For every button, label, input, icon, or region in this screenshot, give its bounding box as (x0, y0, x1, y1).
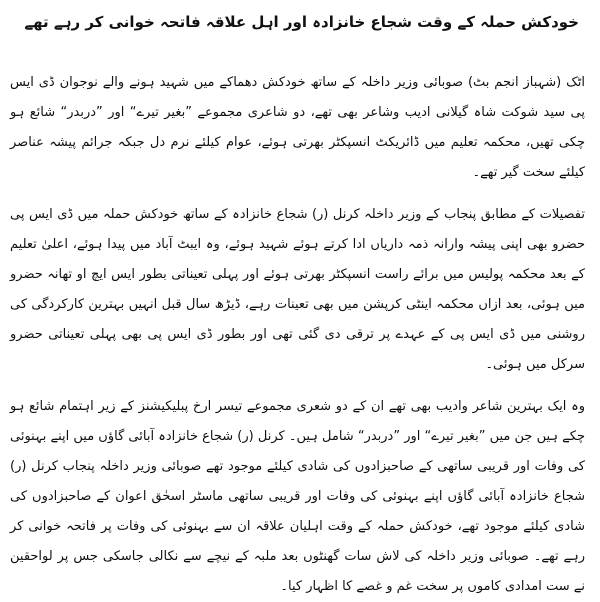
article-paragraph: تفصیلات کے مطابق پنجاب کے وزیر داخلہ کرنل (ر) شجاع خانزادہ کے ساتھ خودکش حملہ میں ڈی ایس پی حضرو بھی اپنی پیشہ وارانہ ذمہ داریاں ادا کرتے ہوئے شہید ہوئے، وہ ایبٹ آباد میں پیدا ہوئے، اعلیٰ تعلیم کے بعد محکمہ پولیس میں برائے راست انسپکٹر بھرتی ہوئے اور پہلی تعیناتی بطور ایس ایچ او تھانہ حضرو میں ہوئی، بعد ازاں محکمہ اینٹی کرپشن میں بھی تعینات رہے، ڈیڑھ سال قبل انہیں بہترین کارکردگی کی روشنی میں ڈی ایس پی کے عہدے پر ترقی دی گئی تھی اور بطور ڈی ایس پی بھی پہلی تعیناتی حضرو سرکل میں ہوئی۔ (10, 207, 585, 372)
article-paragraph: اٹک (شہباز انجم بٹ) صوبائی وزیر داخلہ کے ساتھ خودکش دھماکے میں شہید ہونے والے نوجوان ڈی ایس پی سید شوکت شاہ گیلانی ادیب وشاعر بھی تھے، دو شاعری مجموعے ”بغیر تیرے“ اور ”دربدر“ شائع ہو چکی تھیں، محکمہ تعلیم میں ڈائریکٹ انسپکٹر بھرتی ہوئے، عوام کیلئے نرم دل جبکہ جرائم پیشہ عناصر کیلئے سخت گیر تھے۔ (10, 75, 585, 180)
article (10, 10, 585, 594)
article-paragraph: وہ ایک بہترین شاعر وادیب بھی تھے ان کے دو شعری مجموعے تیسر ارخ پبلیکیشنز کے زیر اہتمام شائع ہو چکے ہیں جن میں ”بغیر تیرے“ اور ”دربدر“ شامل ہیں۔ کرنل (ر) شجاع خانزادہ آبائی گاؤں میں اپنے بہنوئی کی وفات اور قریبی ساتھی کے صاحبزادوں کی شادی کیلئے موجود تھے صوبائی وزیر داخلہ پنجاب کرنل (ر) شجاع خانزادہ آبائی گاؤں اپنے بہنوئی کی وفات اور قریبی ساتھی ماسٹر اسحٰق اعوان کے صاحبزادوں کی شادی کیلئے موجود تھے، خودکش حملہ کے وقت اہلیان علاقہ ان سے بہنوئی کی وفات پر فاتحہ خوانی کر رہے تھے۔ صوبائی وزیر داخلہ کی لاش سات گھنٹوں بعد ملبہ کے نیچے سے نکالی جاسکی جس پر لواحقین نے ست امدادی کاموں پر سخت غم و غصے کا اظہار کیا۔ (10, 399, 585, 594)
article-headline: خودکش حملہ کے وقت شجاع خانزادہ اور اہل علاقہ فاتحہ خوانی کر رہے تھے (24, 13, 579, 31)
